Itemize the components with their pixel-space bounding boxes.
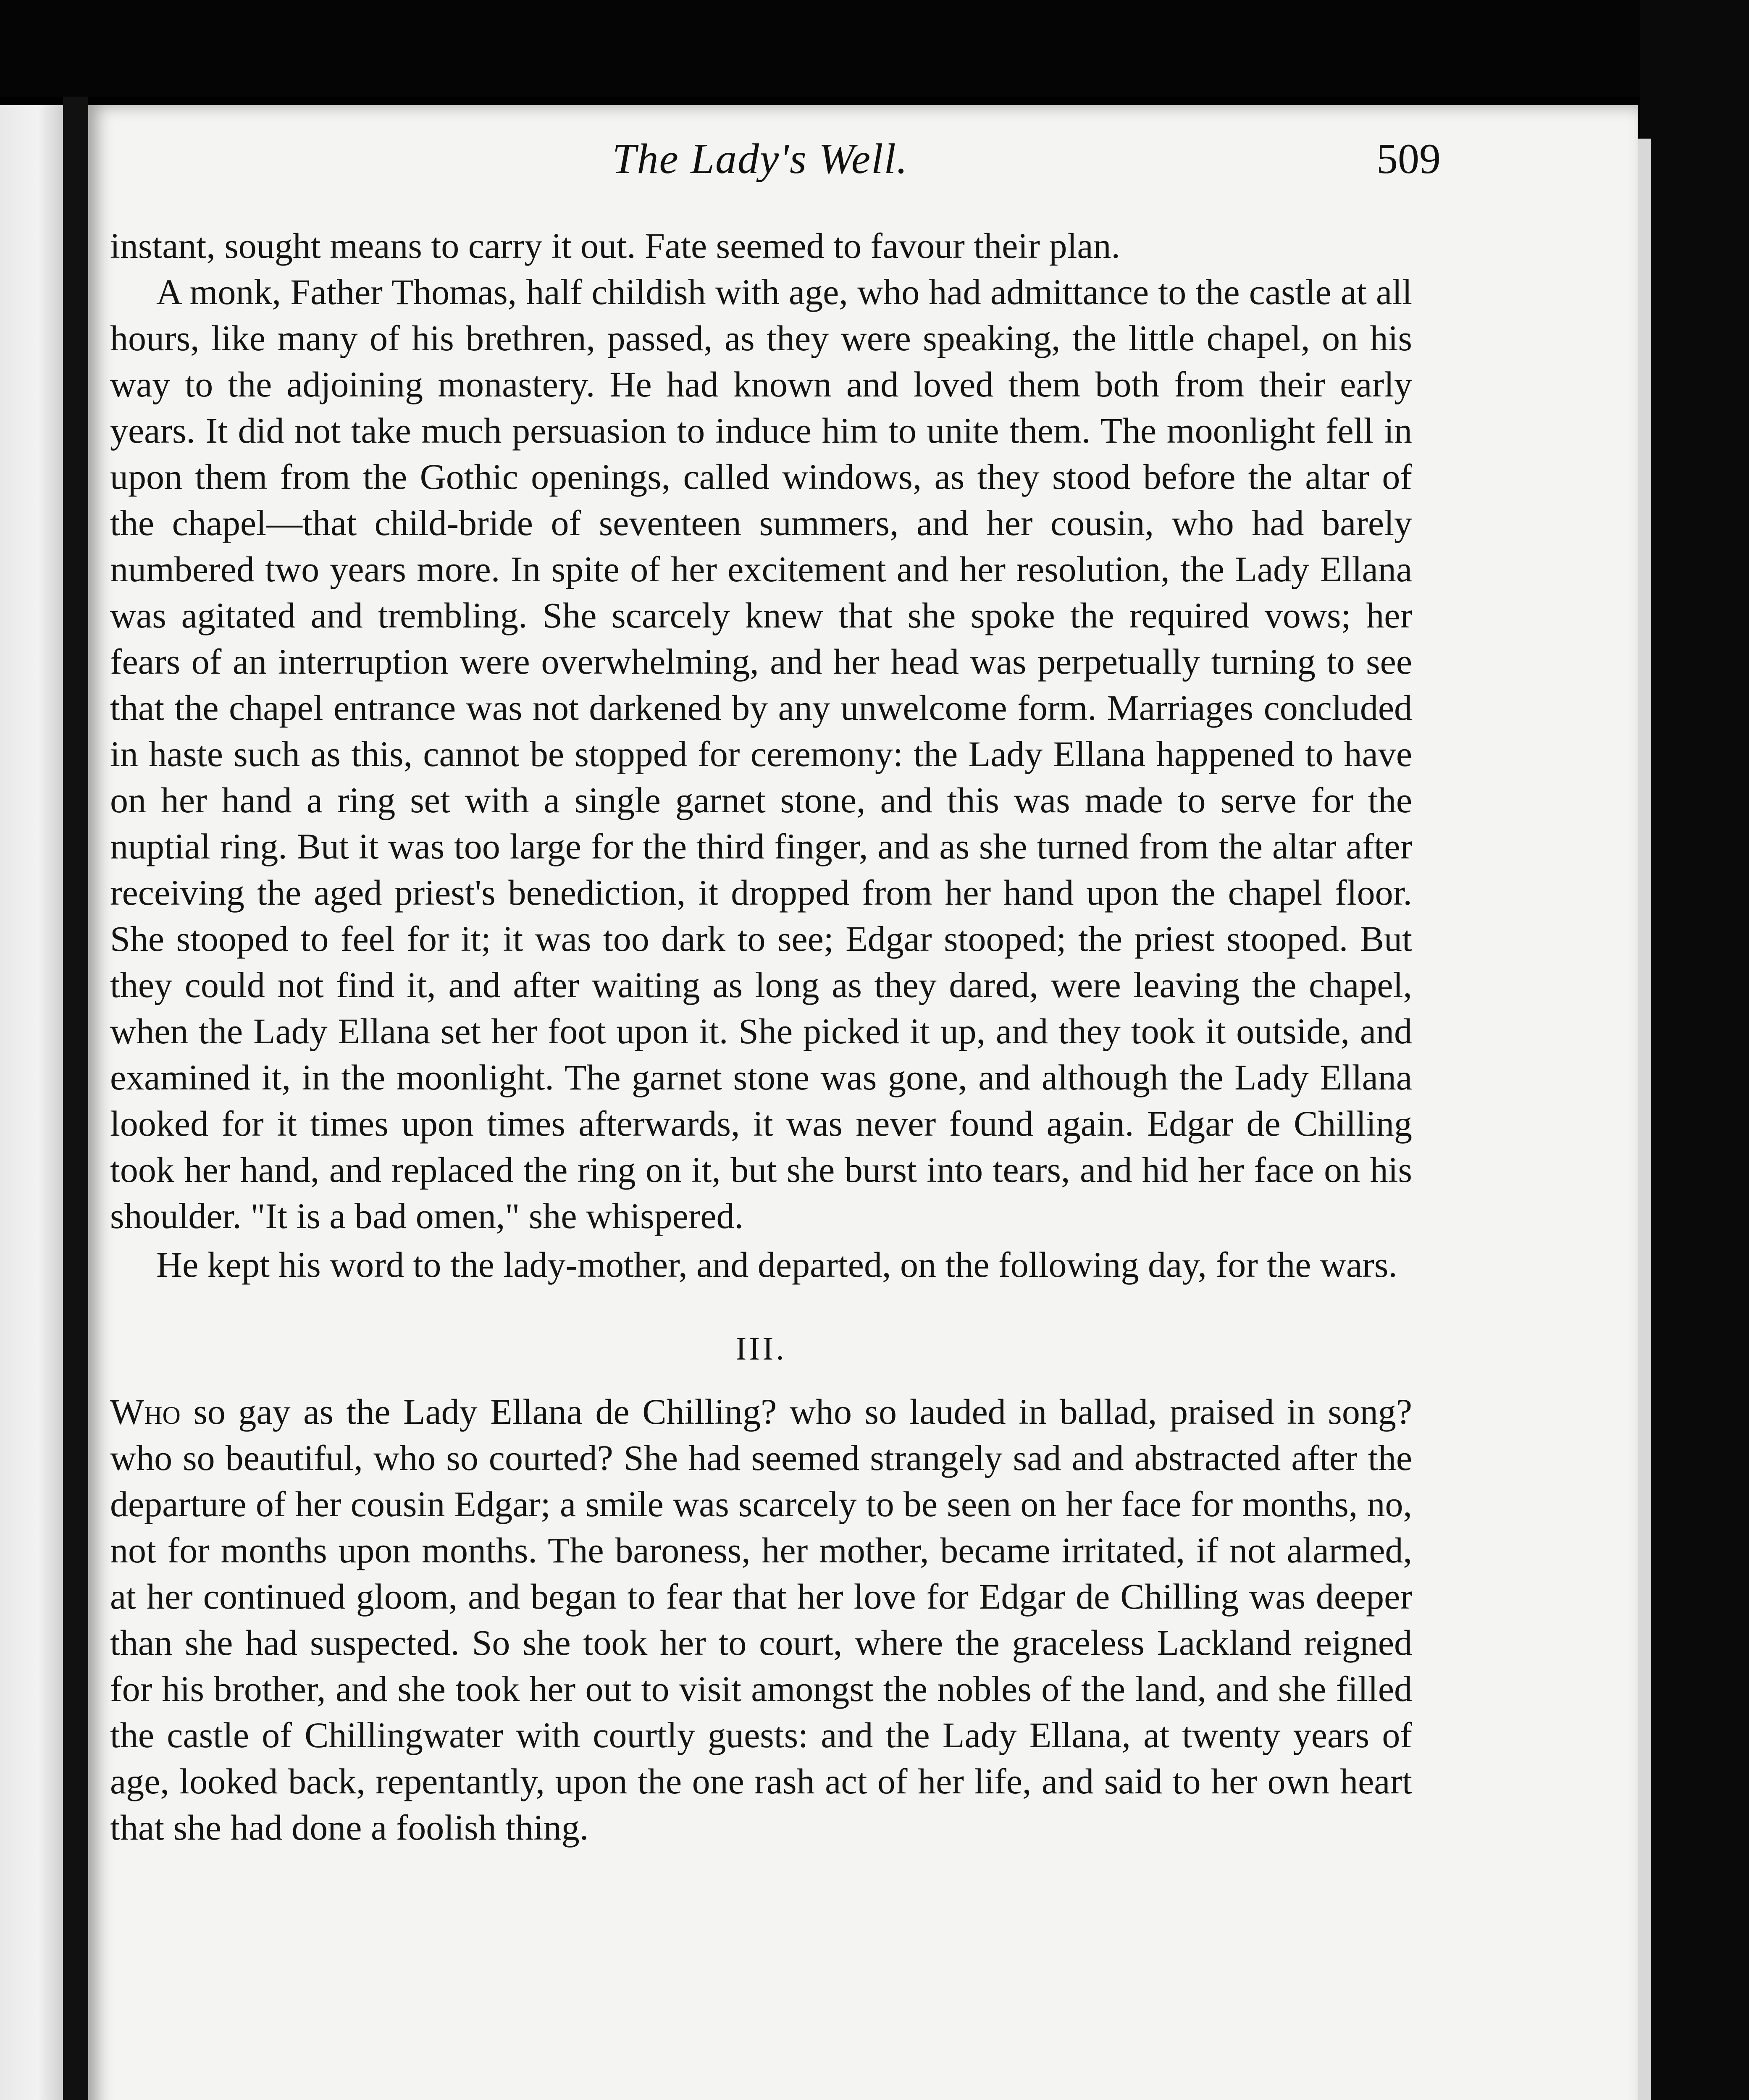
section-lead-word: Who <box>110 1391 181 1432</box>
running-head <box>105 134 1441 197</box>
paragraph-monk: A monk, Father Thomas, half childish with age, who had admittance to the castle at all hours, like many of his brethren, passed, as they were speaking, the little chapel, on his way to the adjoining monastery. He had known and loved them both from their early years. It did not take much persuasion to induce him to unite them. The moonlight fell in upon them from the Gothic openings, called windows, as they stood before the altar of the chapel—that child-bride of seventeen summers, and her cousin, who had barely numbered two years more. In spite of her excitement and her resolution, the Lady Ellana was agitated and trembling. She scarcely knew that she spoke the required vows; her fears of an interruption were overwhelming, and her head was perpetually turning to see that the chapel entrance was not darkened by any unwelcome form. Marriages concluded in haste such as this, cannot be stopped for ceremony: the Lady Ellana happened to have on her hand a ring set with a single garnet stone, and this was made to serve for the nuptial ring. But it was too large for the third finger, and as she turned from the altar after receiving the aged priest's benediction, it dropped from her hand upon the chapel floor. She stooped to feel for it; it was too dark to see; Edgar stooped; the priest stooped. But they could not find it, and after waiting as long as they dared, were leaving the chapel, when the Lady Ellana set her foot upon it. She picked it up, and they took it outside, and examined it, in the moonlight. The garnet stone was gone, and although the Lady Ellana looked for it times upon times afterwards, it was never found again. Edgar de Chilling took her hand, and replaced the ring on it, but she burst into tears, and hid her face on his shoulder. "It is a bad omen," she whispered. <box>110 272 1412 1236</box>
body-text <box>110 223 1412 1851</box>
page-fore-edge <box>1638 139 1651 2100</box>
running-title: The Lady's Well. <box>612 135 909 183</box>
page-number: 509 <box>1376 135 1441 183</box>
paragraph-continuation: instant, sought means to carry it out. Fate seemed to favour their plan. <box>110 226 1121 266</box>
scan-border-right <box>1640 0 1749 2100</box>
book-spine <box>63 97 88 2100</box>
paragraph-departure: He kept his word to the lady-mother, and departed, on the following day, for the wars. <box>156 1244 1397 1285</box>
previous-page-edge <box>0 105 63 2100</box>
section-heading: III. <box>735 1330 787 1367</box>
scan-border-top <box>0 0 1749 97</box>
section-text: so gay as the Lady Ellana de Chilling? who so lauded in ballad, praised in song? who so beautiful, who so courted? She had seemed strangely sad and abstracted after the departure of her cousin Edgar; a smile was scarcely to be seen on her face for months, no, not for months upon months. The baroness, her mother, became irritated, if not alarmed, at her continued gloom, and began to fear that her love for Edgar de Chilling was deeper than she had suspected. So she took her to court, where the graceless Lackland reigned for his brother, and she took her out to visit amongst the nobles of the land, and she filled the castle of Chillingwater with courtly guests: and the Lady Ellana, at twenty years of age, looked back, repentantly, upon the one rash act of her life, and said to her own heart that she had done a foolish thing. <box>110 1391 1412 1848</box>
paragraph-section-three <box>110 1389 1412 1851</box>
